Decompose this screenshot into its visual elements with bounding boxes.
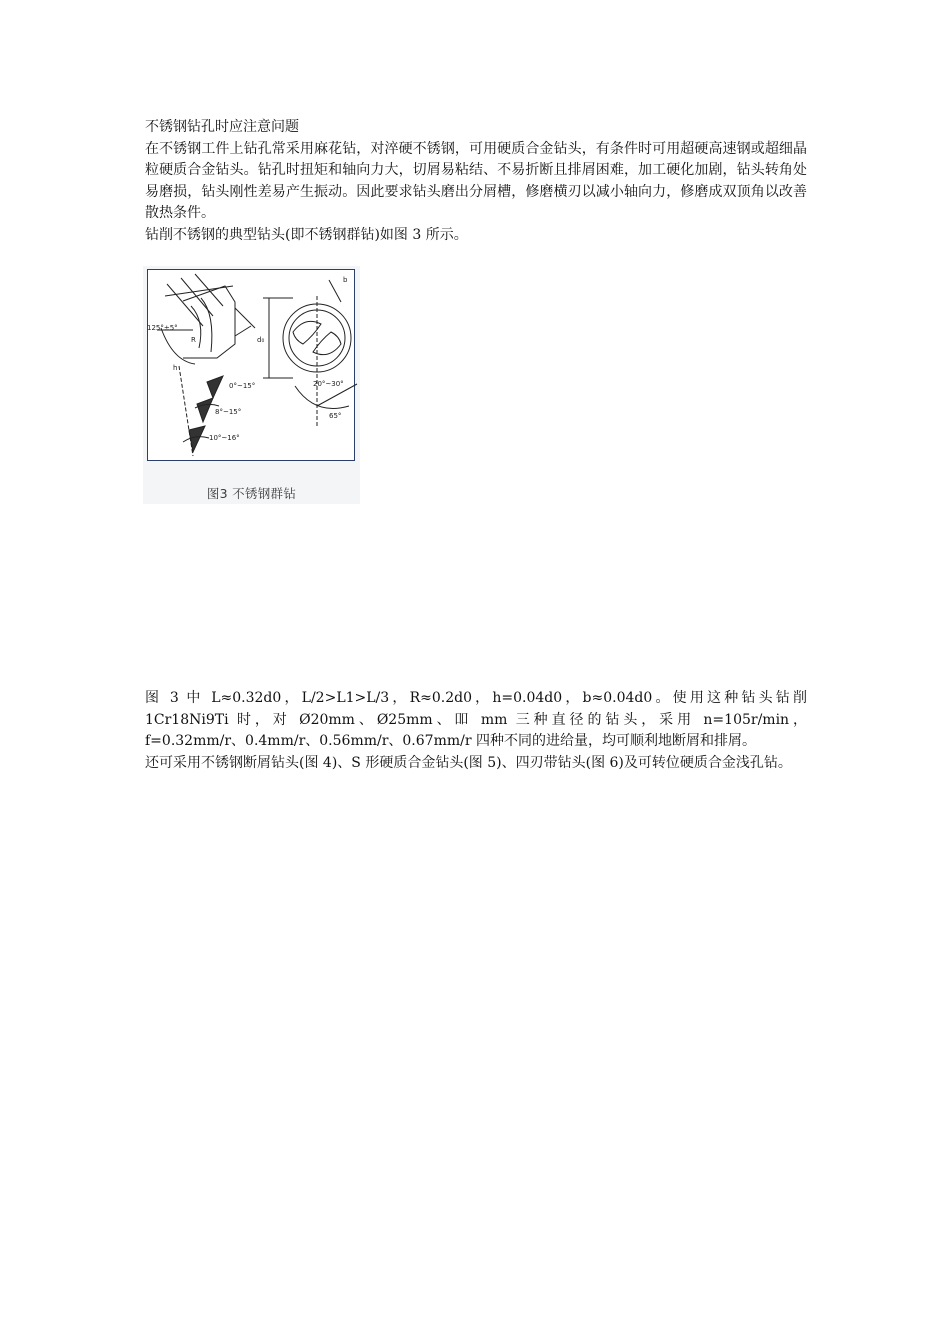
label-angle-right-1: 20°~30° [313,380,344,388]
dim-line-b [167,284,203,326]
figure-caption: 图3 不锈钢群钻 [206,486,297,501]
text-block-bottom [145,688,807,774]
drill-point-line-2 [235,326,251,336]
paragraph-1: 在不锈钢工件上钻孔常采用麻花钻，对淬硬不锈钢，可用硬质合金钻头，有条件时可用超硬高速钢或超细晶粒硬质合金钻头。钻孔时扭矩和轴向力大，切屑易粘结、不易折断且排屑困难，加工硬化加剧，钻头转角处易磨损，钻头刚性差易产生振动。因此要求钻头磨出分屑槽，修磨横刃以减小轴向力，修磨成双顶角以改善散热条件。 [145,140,807,221]
label-b: b [343,276,348,284]
label-d: d₀ [257,336,265,344]
b-dim-line [329,280,341,302]
paragraph-2: 钻削不锈钢的典型钻头(即不锈钢群钻)如图 3 所示。 [145,226,468,243]
label-angle-left: 125°±5° [147,324,178,332]
wedge-3 [189,426,205,452]
drill-point-line [235,308,255,328]
figure-3 [143,266,360,504]
dim-line-a [165,286,233,296]
dim-line-c [181,278,213,316]
paragraph-4: 还可采用不锈钢断屑钻头(图 4)、S 形硬质合金钻头(图 5)、四刃带钻头(图 6)及可转位硬质合金浅孔钻。 [145,754,792,771]
label-h: h [173,364,178,372]
document-title: 不锈钢钻孔时应注意问题 [145,119,299,135]
wedge-2 [197,398,213,422]
paragraph-3: 图 3 中 L≈0.32d0，L/2>L1>L/3，R≈0.2d0，h=0.04d0，b≈0.04d0。使用这种钻头钻削 1Cr18Ni9Ti 时，对 Ø20mm、Ø25mm、吅 mm 三种直径的钻头，采用 n=105r/min，f=0.32mm/r、0.4mm/r、0.56mm/r、0.67mm/r 四种不同的进给量，均可顺利地断屑和排屑。 [145,690,807,749]
text-block-top [145,117,807,246]
angle-arc-right [295,386,349,409]
drill-drawing [143,266,360,504]
label-r: R [191,336,196,344]
label-wedge-2: 8°~15° [215,408,242,416]
label-angle-right-2: 65° [329,412,342,420]
drill-body-outline [183,286,235,358]
dim-line-d [195,274,223,306]
wedge-1 [207,376,223,398]
angle-arc-left [161,328,195,364]
label-wedge-3: 10°~16° [209,434,240,442]
label-wedge-1: 0°~15° [229,382,256,390]
